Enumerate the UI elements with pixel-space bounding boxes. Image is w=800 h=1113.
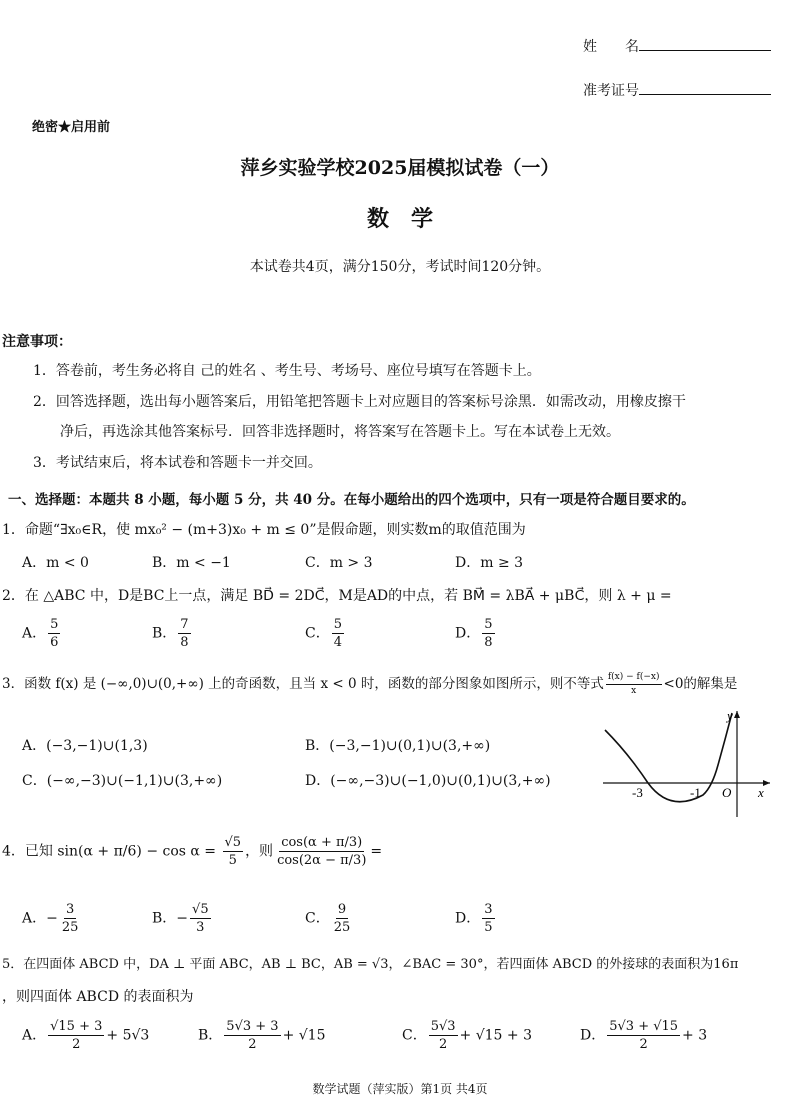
q4-option-d[interactable] xyxy=(455,903,497,934)
tick-label-minus-3: -3 xyxy=(632,785,643,800)
function-curve xyxy=(605,713,732,802)
note-item-2-continued: 净后，再选涂其他答案标号．回答非选择题时，将答案写在答题卡上。写在本试卷上无效。 xyxy=(60,424,620,440)
q1-option-c[interactable]: C．m > 3 xyxy=(305,555,373,571)
q4-given-fraction xyxy=(223,836,244,867)
name-blank[interactable] xyxy=(639,38,771,51)
numerator: √15 + 3 xyxy=(50,1019,103,1034)
denominator: 2 xyxy=(248,1037,257,1052)
q5-option-d-fraction xyxy=(607,1020,680,1051)
q5-option-d[interactable] xyxy=(580,1020,707,1051)
numerator: 7 xyxy=(180,617,189,632)
denominator: 8 xyxy=(180,635,189,650)
q2-option-a-label: A． xyxy=(22,625,47,642)
q2-option-a[interactable] xyxy=(22,618,62,649)
q5-stem-line-2: ，则四面体 ABCD 的表面积为 xyxy=(2,989,194,1005)
q3-function-graph xyxy=(600,705,775,820)
q4-option-a-fraction xyxy=(60,903,81,934)
exam-id-blank[interactable] xyxy=(639,82,771,95)
q2-option-b-fraction xyxy=(178,618,190,649)
q2-option-c-fraction xyxy=(332,618,344,649)
tick-label-minus-1: -1 xyxy=(690,785,701,800)
q5-option-a-label: A． xyxy=(22,1027,47,1044)
exam-title: 萍乡实验学校2025届模拟试卷（一） xyxy=(240,157,560,179)
q2-option-d-label: D． xyxy=(455,625,481,642)
q5-option-c-label: C． xyxy=(402,1027,427,1044)
y-axis-arrow xyxy=(734,711,740,718)
q2-option-d-fraction xyxy=(482,618,494,649)
q4-option-c-label: C． xyxy=(305,910,330,927)
numerator: 5√3 + 3 xyxy=(226,1019,279,1034)
note-item-2: 2．回答选择题，选出每小题答案后，用铅笔把答题卡上对应题目的答案标号涂黑．如需改动，用橡皮擦干 xyxy=(33,394,686,410)
x-axis-label: x xyxy=(758,785,764,800)
q2-option-b-label: B． xyxy=(152,625,177,642)
q2-option-b[interactable] xyxy=(152,618,193,649)
q5-option-a[interactable] xyxy=(22,1020,149,1051)
q5-option-c-fraction xyxy=(429,1020,458,1051)
numerator: 3 xyxy=(65,902,75,917)
name-label: 姓 名 xyxy=(583,39,639,55)
origin-label: O xyxy=(722,785,732,800)
q1-option-d[interactable]: D．m ≥ 3 xyxy=(455,555,524,571)
numerator: cos(α + π/3) xyxy=(281,835,363,850)
numerator: 9 xyxy=(337,902,347,917)
q4-option-c-fraction xyxy=(332,903,353,934)
q3-inequality-fraction xyxy=(606,673,662,696)
q3-stem xyxy=(2,672,737,696)
q2-option-c[interactable] xyxy=(305,618,346,649)
note-item-1: 1．答卷前，考生务必将自 己的姓名 、考生号、考场号、座位号填写在答题卡上。 xyxy=(33,363,541,379)
q5-option-d-label: D． xyxy=(580,1027,606,1044)
denominator: 25 xyxy=(61,920,79,935)
q5-option-b[interactable] xyxy=(198,1020,325,1051)
q5-option-b-label: B． xyxy=(198,1027,223,1044)
secret-label: 绝密★启用前 xyxy=(32,120,111,135)
q4-option-b-label: B．− xyxy=(152,910,189,927)
exam-id-label: 准考证号 xyxy=(583,83,639,99)
subject-title: 数 学 xyxy=(366,206,433,232)
page-footer: 数学试题（萍实版）第1页 共4页 xyxy=(312,1082,488,1096)
q2-option-d[interactable] xyxy=(455,618,497,649)
denominator: 2 xyxy=(639,1037,648,1052)
denominator: 2 xyxy=(438,1037,448,1052)
q3-option-d[interactable]: D．(−∞,−3)∪(−1,0)∪(0,1)∪(3,+∞) xyxy=(305,773,551,789)
exam-id-field xyxy=(583,80,771,100)
x-axis-arrow xyxy=(763,780,770,786)
denominator: 4 xyxy=(333,635,342,650)
denominator: cos(2α − π/3) xyxy=(277,853,367,868)
q1-option-a[interactable]: A．m < 0 xyxy=(22,555,89,571)
denominator: 3 xyxy=(196,920,205,935)
q2-stem: 2．在 △ABC 中，D是BC上一点，满足 BD⃗ = 2DC⃗，M是AD的中点，若 BM⃗ = λBA⃗ + μBC⃗，则 λ + μ = xyxy=(2,588,672,604)
numerator: 5 xyxy=(484,617,493,632)
q5-stem-line-1: 5．在四面体 ABCD 中，DA ⊥ 平面 ABC，AB ⊥ BC，AB = √3，∠BAC = 30°，若四面体 ABCD 的外接球的表面积为16π xyxy=(2,957,739,972)
denominator: 25 xyxy=(333,920,351,935)
notes-title: 注意事项： xyxy=(2,334,72,350)
q5-option-a-fraction xyxy=(48,1020,104,1051)
numerator: √5 xyxy=(224,835,242,850)
q5-option-b-fraction xyxy=(224,1020,280,1051)
q4-option-d-label: D． xyxy=(455,910,481,927)
note-item-3: 3．考试结束后，将本试卷和答题卡一并交回。 xyxy=(33,455,322,471)
q5-option-c[interactable] xyxy=(402,1020,532,1051)
section-heading: 一、选择题：本题共 8 小题，每小题 5 分，共 40 分。在每小题给出的四个选项中，只有一项是符合题目要求的。 xyxy=(8,492,695,508)
q4-stem xyxy=(2,836,382,867)
q5-option-c-tail: + √15 + 3 xyxy=(459,1027,533,1044)
q4-stem-equals: = xyxy=(370,843,383,860)
q3-stem-text: 3．函数 f(x) 是 (−∞,0)∪(0,+∞) 上的奇函数，且当 x < 0 时，函数的部分图象如图所示，则不等式 xyxy=(2,676,604,692)
q4-option-c[interactable] xyxy=(305,903,354,934)
y-axis-label: y xyxy=(727,708,733,723)
q1-stem: 1．命题“∃x₀∈R，使 mx₀² − (m+3)x₀ + m ≤ 0”是假命题，则实数m的取值范围为 xyxy=(2,522,526,538)
numerator: 5√3 + √15 xyxy=(609,1019,679,1034)
q4-option-b[interactable] xyxy=(152,903,213,934)
q3-stem-tail: <0的解集是 xyxy=(663,676,738,692)
q5-option-a-tail: + 5√3 xyxy=(106,1027,150,1044)
numerator: f(x) − f(−x) xyxy=(606,673,662,685)
q1-option-b[interactable]: B．m < −1 xyxy=(152,555,231,571)
q4-stem-text: 4．已知 sin(α + π/6) − cos α = xyxy=(2,843,221,860)
q5-option-b-tail: + √15 xyxy=(282,1027,326,1044)
q5-option-d-tail: + 3 xyxy=(682,1027,708,1044)
q4-option-a-label: A．− xyxy=(22,910,58,927)
denominator: 6 xyxy=(50,635,59,650)
q3-option-b[interactable]: B．(−3,−1)∪(0,1)∪(3,+∞) xyxy=(305,738,491,754)
numerator: 5 xyxy=(50,617,59,632)
denominator: 5 xyxy=(484,920,493,935)
denominator: 5 xyxy=(228,853,237,868)
q4-ratio-fraction xyxy=(275,836,368,867)
q2-option-a-fraction xyxy=(48,618,60,649)
q4-option-a[interactable] xyxy=(22,903,82,934)
q4-option-b-fraction xyxy=(190,903,211,934)
numerator: 5√3 xyxy=(430,1019,456,1034)
numerator: √5 xyxy=(192,902,209,917)
q4-option-d-fraction xyxy=(482,903,494,934)
name-field xyxy=(583,36,771,56)
numerator: 5 xyxy=(333,617,342,632)
denominator: x xyxy=(631,686,637,696)
q2-option-c-label: C． xyxy=(305,625,330,642)
denominator: 2 xyxy=(72,1037,81,1052)
numerator: 3 xyxy=(484,902,493,917)
q3-option-a[interactable]: A．(−3,−1)∪(1,3) xyxy=(22,738,148,754)
denominator: 8 xyxy=(484,635,493,650)
exam-intro: 本试卷共4页，满分150分，考试时间120分钟。 xyxy=(249,259,551,275)
q3-option-c[interactable]: C．(−∞,−3)∪(−1,1)∪(3,+∞) xyxy=(22,773,223,789)
q4-stem-then: ，则 xyxy=(245,843,274,860)
